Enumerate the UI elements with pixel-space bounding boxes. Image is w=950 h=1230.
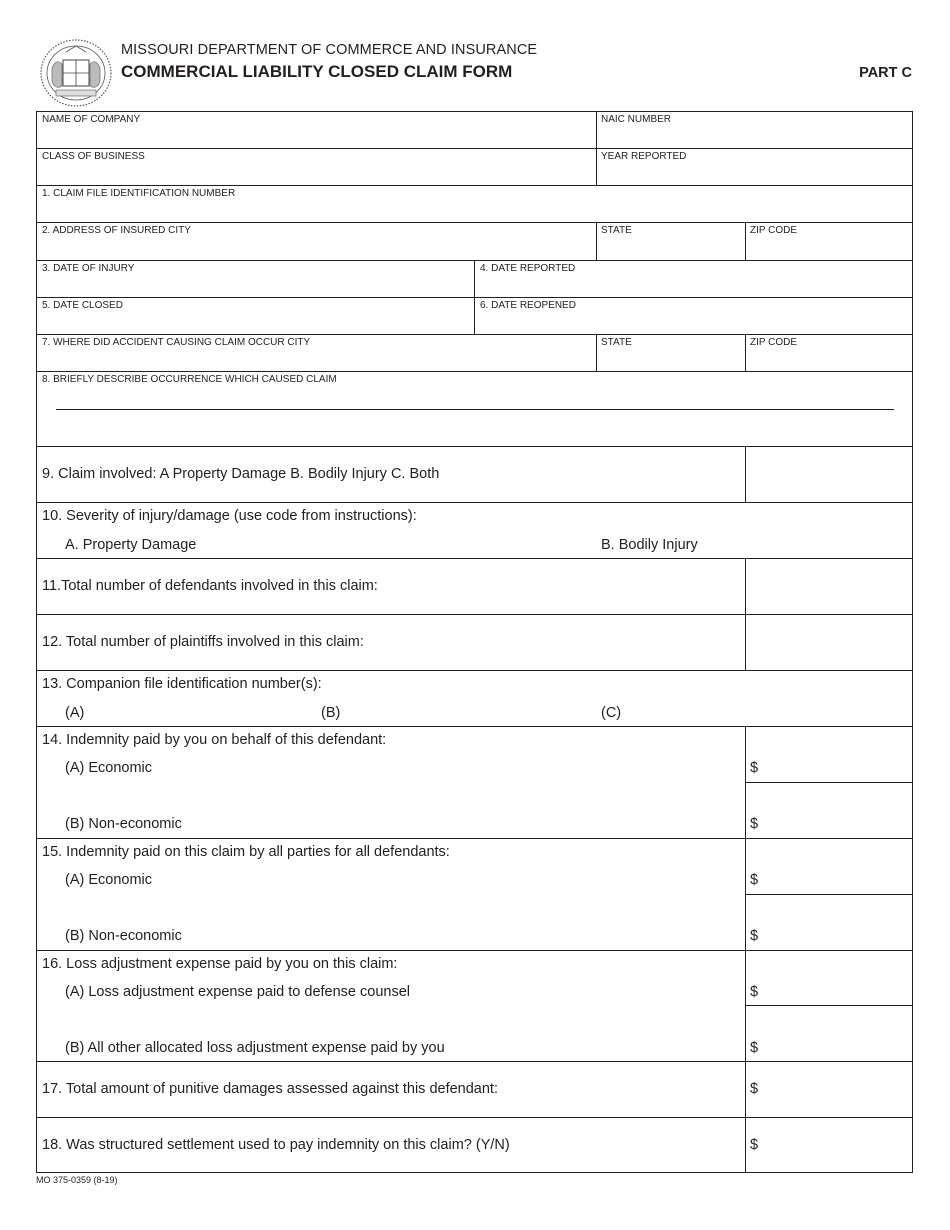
q18-input[interactable] xyxy=(762,1126,912,1168)
accident-zip-label: ZIP CODE xyxy=(750,337,798,348)
form-number: MO 375-0359 (8-19) xyxy=(36,1175,118,1185)
q13c-input[interactable] xyxy=(626,702,910,724)
date-of-injury-input[interactable] xyxy=(40,277,472,297)
q15b-label: (B) Non-economic xyxy=(65,928,182,944)
class-of-business-label: CLASS OF BUSINESS xyxy=(42,151,145,162)
date-reopened-input[interactable] xyxy=(478,314,910,334)
date-reopened-label: 6. DATE REOPENED xyxy=(480,300,576,311)
date-reported-input[interactable] xyxy=(478,277,910,297)
q15b-currency: $ xyxy=(750,928,759,944)
address-zip-label: ZIP CODE xyxy=(750,225,798,236)
q10-label: 10. Severity of injury/damage (use code from instructions): xyxy=(42,508,417,524)
q16b-currency: $ xyxy=(750,1040,759,1056)
accident-zip-input[interactable] xyxy=(749,351,911,371)
q14b-currency: $ xyxy=(750,816,759,832)
q9-label: 9. Claim involved: A Property Damage B. Bodily Injury C. Both xyxy=(42,466,440,482)
q15b-input[interactable] xyxy=(762,926,912,948)
q16-label: 16. Loss adjustment expense paid by you on this claim: xyxy=(42,956,398,972)
q14-label: 14. Indemnity paid by you on behalf of this defendant: xyxy=(42,732,387,748)
q14a-input[interactable] xyxy=(762,758,912,780)
q13a-input[interactable] xyxy=(90,702,314,724)
q16b-input[interactable] xyxy=(762,1038,912,1060)
q14a-label: (A) Economic xyxy=(65,760,153,776)
q17-input[interactable] xyxy=(762,1070,912,1112)
year-reported-label: YEAR REPORTED xyxy=(601,151,687,162)
q16a-input[interactable] xyxy=(762,982,912,1004)
q18-currency: $ xyxy=(750,1137,759,1153)
address-zip-input[interactable] xyxy=(749,239,911,259)
claim-file-id-label: 1. CLAIM FILE IDENTIFICATION NUMBER xyxy=(42,188,236,199)
q13-label: 13. Companion file identification number(s): xyxy=(42,676,322,692)
q13c-label: (C) xyxy=(601,705,622,721)
q10a-input[interactable] xyxy=(200,534,584,556)
address-state-label: STATE xyxy=(601,225,632,236)
occurrence-underline xyxy=(56,409,894,410)
address-city-input[interactable] xyxy=(40,239,594,259)
q15a-currency: $ xyxy=(750,872,759,888)
missouri-state-seal-icon xyxy=(38,38,114,108)
q15a-label: (A) Economic xyxy=(65,872,153,888)
q12-label: 12. Total number of plaintiffs involved in this claim: xyxy=(42,634,364,650)
date-closed-label: 5. DATE CLOSED xyxy=(42,300,123,311)
q11-input[interactable] xyxy=(750,562,912,612)
naic-number-input[interactable] xyxy=(600,128,910,148)
department-name: MISSOURI DEPARTMENT OF COMMERCE AND INSURANCE xyxy=(121,42,538,58)
accident-state-input[interactable] xyxy=(600,351,744,371)
q14b-input[interactable] xyxy=(762,814,912,836)
name-of-company-input[interactable] xyxy=(40,128,594,148)
year-reported-input[interactable] xyxy=(600,165,910,185)
date-reported-label: 4. DATE REPORTED xyxy=(480,263,576,274)
address-city-label: 2. ADDRESS OF INSURED CITY xyxy=(42,225,191,236)
q9-input[interactable] xyxy=(750,450,912,500)
occurrence-input-line1[interactable] xyxy=(56,389,896,409)
q10a-label: A. Property Damage xyxy=(65,537,197,553)
naic-number-label: NAIC NUMBER xyxy=(601,114,672,125)
form-title: COMMERCIAL LIABILITY CLOSED CLAIM FORM xyxy=(121,62,513,81)
q13b-input[interactable] xyxy=(346,702,590,724)
q17-label: 17. Total amount of punitive damages assessed against this defendant: xyxy=(42,1081,498,1097)
name-of-company-label: NAME OF COMPANY xyxy=(42,114,141,125)
occurrence-input-line2[interactable] xyxy=(56,418,896,442)
q13a-label: (A) xyxy=(65,705,85,721)
q13b-label: (B) xyxy=(321,705,341,721)
claim-file-id-input[interactable] xyxy=(40,202,910,222)
occurrence-label: 8. BRIEFLY DESCRIBE OCCURRENCE WHICH CAUSED CLAIM xyxy=(42,374,337,385)
q10b-input[interactable] xyxy=(705,534,909,556)
q10b-label: B. Bodily Injury xyxy=(601,537,698,553)
accident-city-label: 7. WHERE DID ACCIDENT CAUSING CLAIM OCCUR CITY xyxy=(42,337,311,348)
date-closed-input[interactable] xyxy=(40,314,472,334)
address-state-input[interactable] xyxy=(600,239,744,259)
q15a-input[interactable] xyxy=(762,870,912,892)
class-of-business-input[interactable] xyxy=(40,165,594,185)
date-of-injury-label: 3. DATE OF INJURY xyxy=(42,263,135,274)
q16a-currency: $ xyxy=(750,984,759,1000)
q14a-currency: $ xyxy=(750,760,759,776)
q18-label: 18. Was structured settlement used to pay indemnity on this claim? (Y/N) xyxy=(42,1137,510,1153)
q15-label: 15. Indemnity paid on this claim by all parties for all defendants: xyxy=(42,844,450,860)
accident-city-input[interactable] xyxy=(40,351,594,371)
q16a-label: (A) Loss adjustment expense paid to defense counsel xyxy=(65,984,410,1000)
form-part: PART C xyxy=(859,65,912,81)
q16b-label: (B) All other allocated loss adjustment expense paid by you xyxy=(65,1040,445,1056)
q11-label: 11.Total number of defendants involved in this claim: xyxy=(42,578,378,594)
accident-state-label: STATE xyxy=(601,337,632,348)
q14b-label: (B) Non-economic xyxy=(65,816,182,832)
q17-currency: $ xyxy=(750,1081,759,1097)
q12-input[interactable] xyxy=(750,618,912,668)
